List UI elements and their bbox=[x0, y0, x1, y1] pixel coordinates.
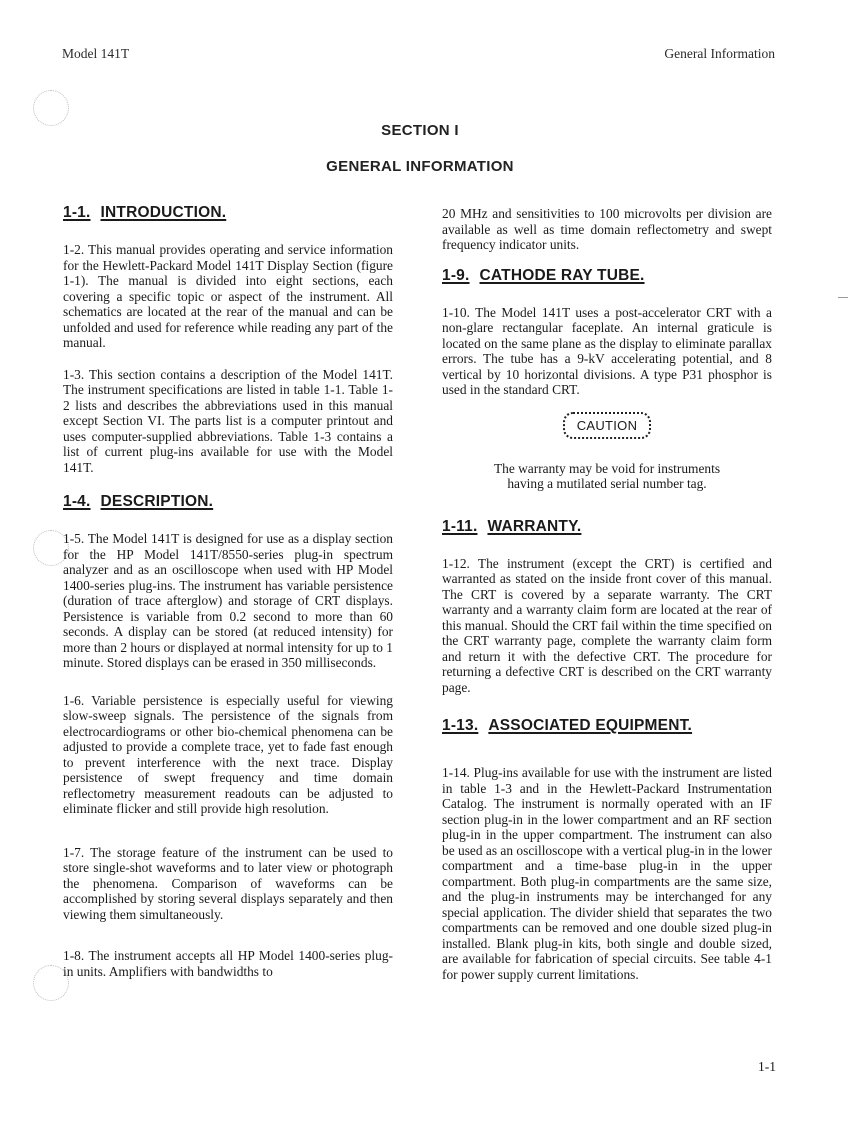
paragraph-1-8: 1-8. The instrument accepts all HP Model 1400-series plug-in units. Amplifiers with bandwidths to bbox=[63, 948, 393, 979]
running-header-section: General Information bbox=[664, 46, 775, 61]
binder-hole-top bbox=[33, 90, 69, 126]
paragraph-1-12: 1-12. The instrument (except the CRT) is certified and warranted as stated on the inside front cover of this manual. The CRT is covered by a separate warranty. The CRT warranty and a warranty claim form are located at the rear of this manual. Should the CRT fail within the time specified on the CRT warranty page, complete the warranty claim form and return it with the defective CRT. The procedure for returning a defective CRT is described on the CRT warranty page. bbox=[442, 555, 772, 695]
heading-associated-equipment bbox=[442, 717, 772, 735]
margin-mark bbox=[838, 297, 848, 298]
paragraph-1-6: 1-6. Variable persistence is especially useful for viewing slow-sweep signals. The persistence of the signals from electrocardiograms or other bio-chemical phenomena can be adjusted to provide a complete trace, yet to fade fast enough to prevent interference with the next trace. Display persistence of swept frequency and time domain reflectometry measurement readouts can be adjusted to eliminate flicker and still provide high resolution. bbox=[63, 692, 393, 816]
page-number: 1-1 bbox=[758, 1059, 776, 1074]
heading-number: 1-9. bbox=[442, 266, 470, 284]
paragraph-1-8-continued: 20 MHz and sensitivities to 100 microvolts per division are available as well as time domain reflectometry and swept frequency indicator units. bbox=[442, 206, 772, 252]
paragraph-1-7: 1-7. The storage feature of the instrument can be used to store single-shot waveforms and to later view or photograph the phenomena. Comparison of waveforms can be accomplished by storing several displays separately and then viewing them simultaneously. bbox=[63, 844, 393, 922]
heading-text: CATHODE RAY TUBE. bbox=[479, 266, 645, 284]
paragraph-1-3: 1-3. This section contains a description of the Model 141T. The instrument specifications are listed in table 1-1. Table 1-2 lists and describes the abbreviations used in this manual except Section VI. The parts list is a computer printout and uses computer-supplied abbreviations. Table 1-3 contains a list of current plug-ins available for use with the Model 141T. bbox=[63, 366, 393, 475]
section-title: GENERAL INFORMATION bbox=[326, 158, 514, 175]
paragraph-1-10: 1-10. The Model 141T uses a post-accelerator CRT with a non-glare rectangular faceplate. An internal graticule is located on the same plane as the display to eliminate parallax errors. The tube has a 9-kV accelerating potential, and 8 vertical by 10 horizontal divisions. A type P31 phosphor is used in the standard CRT. bbox=[442, 304, 772, 397]
caution-notice bbox=[442, 412, 772, 439]
heading-number: 1-11. bbox=[442, 517, 478, 535]
caution-text: The warranty may be void for instruments having a mutilated serial number tag. bbox=[493, 460, 721, 491]
heading-text: ASSOCIATED EQUIPMENT. bbox=[488, 717, 693, 734]
running-header-model: Model 141T bbox=[62, 46, 130, 61]
heading-text: WARRANTY. bbox=[487, 517, 582, 535]
caution-badge: CAUTION bbox=[563, 412, 652, 439]
right-column bbox=[442, 206, 772, 982]
heading-description bbox=[63, 493, 393, 511]
paragraph-1-14: 1-14. Plug-ins available for use with the instrument are listed in table 1-3 and in the Hewlett-Packard Instrumentation Catalog. The instrument is normally operated with an IF section plug-in in the lower compartment and an RF section plug-in in the upper compartment. The instrument can also be used as an oscilloscope with a vertical plug-in in the lower compartment and a time-base plug-in in the upper compartment. Both plug-in compartments are the same size, and the plug-in instruments may be interchanged for any special application. The divider shield that separates the two compartments can be removed and one double sized plug-in installed. Blank plug-in kits, both single and double sized, are available for fabrication of special circuits. See table 4-1 for power supply current limitations. bbox=[442, 765, 772, 982]
heading-text: DESCRIPTION. bbox=[100, 493, 214, 510]
paragraph-1-5: 1-5. The Model 141T is designed for use as a display section for the HP Model 141T/8550-series plug-in spectrum analyzer and as an oscilloscope when used with HP Model 1400-series plug-ins. The instrument has variable persistence (duration of trace afterglow) and storage of CRT displays. Persistence is variable from 0.2 second to more than 60 seconds. A display can be stored (at reduced intensity) for more than 2 hours or displayed at normal intensity for up to 1 minute. Stored displays can be erased in 350 milliseconds. bbox=[63, 531, 393, 670]
section-number: SECTION I bbox=[381, 122, 459, 139]
heading-number: 1-1. bbox=[63, 204, 91, 221]
heading-introduction bbox=[63, 204, 393, 222]
heading-number: 1-13. bbox=[442, 717, 479, 734]
heading-number: 1-4. bbox=[63, 493, 91, 510]
heading-cathode-ray-tube bbox=[442, 267, 772, 285]
left-column bbox=[63, 204, 393, 979]
heading-text: INTRODUCTION. bbox=[100, 204, 227, 221]
heading-warranty bbox=[442, 518, 772, 536]
paragraph-1-2: 1-2. This manual provides operating and service information for the Hewlett-Packard Model 141T Display Section (figure 1-1). The manual is divided into eight sections, each covering a specific topic or aspect of the instrument. All schematics are located at the rear of the manual and can be unfolded and used for reference while reading any part of the manual. bbox=[63, 242, 393, 350]
